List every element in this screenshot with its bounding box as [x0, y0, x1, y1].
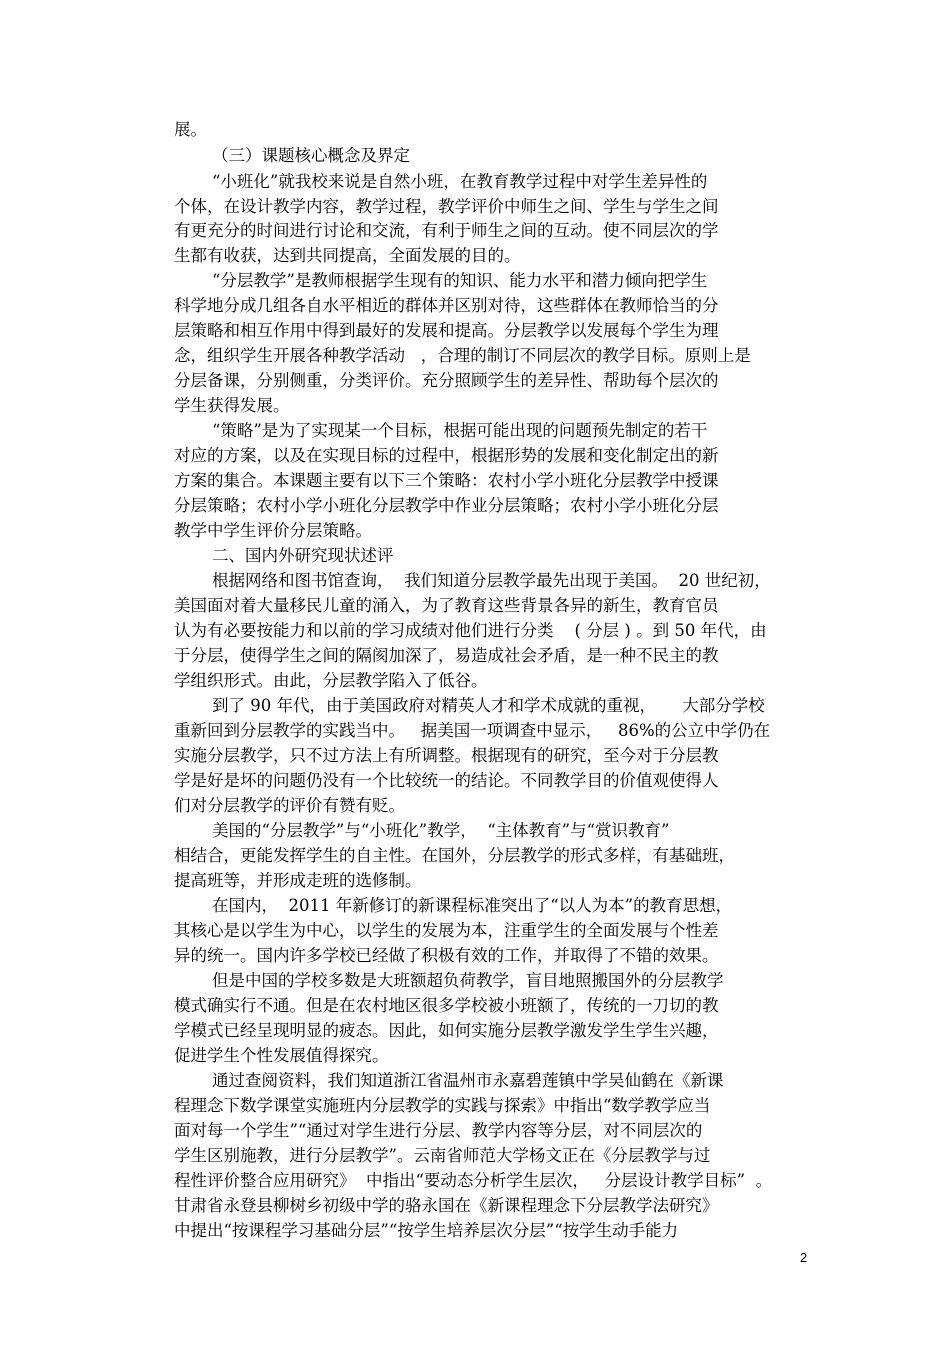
text-line: 到了 90 年代，由于美国政府对精英人才和学术成就的重视， 大部分学校: [212, 696, 765, 715]
text-line: “分层教学”是教师根据学生现有的知识、能力水平和潜力倾向把学生: [212, 271, 708, 290]
text-line: 程性评价整合应用研究》 中指出“要动态分析学生层次， 分层设计教学目标” 。: [174, 1171, 773, 1190]
text-line: 于分层，使得学生之间的隔阂加深了，易造成社会矛盾，是一种不民主的教: [174, 646, 719, 665]
text-line: 们对分层教学的评价有赞有贬。: [174, 796, 405, 815]
text-line: 异的统一。国内许多学校已经做了积极有效的工作，并取得了不错的效果。: [174, 946, 719, 965]
text-line: 学生获得发展。: [174, 396, 290, 415]
text-line: 个体，在设计教学内容，教学过程，教学评价中师生之间、学生与学生之间: [174, 197, 719, 216]
text-line: 认为有必要按能力和以前的学习成绩对他们进行分类 ( 分层 ) 。到 50 年代，由: [174, 621, 767, 640]
text-line: 根据网络和图书馆查询， 我们知道分层教学最先出现于美国。 20 世纪初，: [212, 571, 771, 590]
text-line: 科学地分成几组各自水平相近的群体并区别对待，这些群体在教师恰当的分: [174, 296, 719, 315]
section-heading: （三）课题核心概念及界定: [212, 146, 410, 165]
text-line: 中提出“按课程学习基础分层”“按学生培养层次分层”“按学生动手能力: [174, 1221, 679, 1240]
text-line: 面对每一个学生”“通过对学生进行分层、教学内容等分层，对不同层次的: [174, 1121, 703, 1140]
text-line: “策略”是为了实现某一个目标，根据可能出现的问题预先制定的若干: [212, 421, 708, 440]
text-line: 分层策略；农村小学小班化分层教学中作业分层策略；农村小学小班化分层: [174, 496, 719, 515]
text-line: 提高班等，并形成走班的选修制。: [174, 871, 422, 890]
text-line: 教学中学生评价分层策略。: [174, 521, 372, 540]
text-line: 但是中国的学校多数是大班额超负荷教学，盲目地照搬国外的分层教学: [212, 971, 724, 990]
text-line: 念，组织学生开展各种教学活动 ，合理的制订不同层次的教学目标。原则上是: [174, 346, 751, 365]
text-line: 通过查阅资料，我们知道浙江省温州市永嘉碧莲镇中学吴仙鹤在《新课: [212, 1071, 724, 1090]
text-line: 模式确实行不通。但是在农村地区很多学校被小班额了，传统的一刀切的教: [174, 996, 719, 1015]
text-line: 美国面对着大量移民儿童的涌入，为了教育这些背景各异的新生，教育官员: [174, 596, 719, 615]
text-line: 学组织形式。由此，分层教学陷入了低谷。: [174, 671, 488, 690]
text-line: 对应的方案，以及在实现目标的过程中，根据形势的发展和变化制定出的新: [174, 446, 719, 465]
text-line: 分层备课，分别侧重，分类评价。充分照顾学生的差异性、帮助每个层次的: [174, 371, 719, 390]
text-line: 美国的“分层教学”与“小班化”教学， “主体教育”与“赏识教育”: [212, 821, 670, 840]
text-line: 学模式已经呈现明显的疲态。因此，如何实施分层教学激发学生学生兴趣，: [174, 1021, 719, 1040]
text-line: 在国内， 2011 年新修订的新课程标准突出了“以人为本”的教育思想，: [212, 896, 733, 915]
text-line: 相结合，更能发挥学生的自主性。在国外，分层教学的形式多样，有基础班，: [174, 846, 735, 865]
text-line: 甘肃省永登县柳树乡初级中学的骆永国在《新课程理念下分层教学法研究》: [174, 1196, 719, 1215]
text-line: 生都有收获，达到共同提高，全面发展的目的。: [174, 246, 521, 265]
text-line: 学生区别施教，进行分层教学”。云南省师范大学杨文正在《分层教学与过: [174, 1146, 711, 1165]
text-line: 其核心是以学生为中心，以学生的发展为本，注重学生的全面发展与个性差: [174, 921, 719, 940]
text-line: 实施分层教学，只不过方法上有所调整。根据现有的研究，至今对于分层教: [174, 746, 719, 765]
text-line: 促进学生个性发展值得探究。: [174, 1046, 389, 1065]
text-line: 层策略和相互作用中得到最好的发展和提高。分层教学以发展每个学生为理: [174, 321, 719, 340]
text-line: 展。: [174, 120, 207, 139]
text-line: 有更充分的时间进行讨论和交流，有利于师生之间的互动。使不同层次的学: [174, 221, 719, 240]
text-line: 程理念下数学课堂实施班内分层教学的实践与探索》中指出“数学教学应当: [174, 1096, 711, 1115]
section-heading: 二、国内外研究现状述评: [212, 546, 394, 565]
text-line: 学是好是坏的问题仍没有一个比较统一的结论。不同教学目的价值观使得人: [174, 771, 719, 790]
text-line: 方案的集合。本课题主要有以下三个策略：农村小学小班化分层教学中授课: [174, 471, 719, 490]
text-line: “小班化”就我校来说是自然小班，在教育教学过程中对学生差异性的: [212, 172, 708, 191]
text-line: 重新回到分层教学的实践当中。 据美国一项调查中显示， 86%的公立中学仍在: [174, 721, 771, 740]
page-number: 2: [800, 1250, 808, 1265]
